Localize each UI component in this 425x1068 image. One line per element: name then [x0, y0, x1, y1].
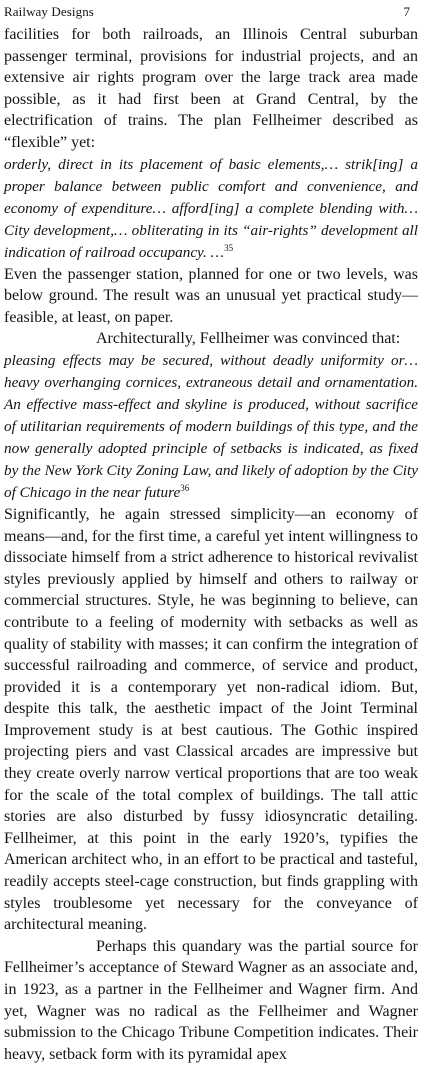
quote-text: pleasing effects may be secured, without deadly uniformity or… heavy overhanging cornices, extraneous detail and ornamentation. An effective mass-effect and skyline is produced, without sacrifice of utilitarian requirements of modern buildings of this type, and the now generally adopted principle of setbacks is indicated, as fixed by the New York City Zoning Law, and likely of adoption by the City of Chicago in the near future — [4, 351, 418, 501]
running-head-title: Railway Designs — [4, 4, 94, 19]
paragraph: facilities for both railroads, an Illinois Central suburban passenger terminal, provisions for industrial projects, and an extensive air rights program over the large track area made possible, as it had first been at Grand Central, by the electrification of trains. The plan Fellheimer described as “flexible” yet: — [4, 26, 418, 151]
footnote-ref: 35 — [224, 242, 234, 253]
paragraph: Even the passenger station, planned for one or two levels, was below ground. The result was an unusual yet practical study—feasible, at least, on paper. — [4, 265, 418, 326]
paragraph: Architecturally, Fellheimer was convinced that: — [96, 330, 401, 348]
paragraph: Perhaps this quandary was the partial source for Fellheimer’s acceptance of Steward Wagner as an associate and, in 1923, as a partner in the Fellheimer and Wagner firm. And yet, Wagner was no radical as the Fellheimer and Wagner submission to the Chicago Tribune Competition indicates. Their heavy, setback form with its pyramidal apex — [4, 937, 418, 1063]
paragraph: Significantly, he again stressed simplicity—an economy of means—and, for the first time, a careful yet intent willingness to dissociate himself from a strict adherence to historical revivalist styles previously applied by himself and others to railway or commercial structures. Style, he was beginning to believe, can contribute to a feeling of modernity with setbacks as well as quality of stability with masses; it can confirm the integration of successful railroading and commerce, of service and product, provided it is a contemporary yet non-radical idiom. But, despite this talk, the aesthetic impact of the Joint Terminal Improvement study is at best cautious. The Gothic inspired projecting piers and vast Classical arcades are impressive but they create overly narrow vertical proportions that are too weak for the scale of the total complex of buildings. The tall attic stories are also disturbed by fussy idiosyncratic detailing. Fellheimer, at this point in the early 1920’s, typifies the American architect who, in an effort to be practical and tasteful, readily accepts steel-cage construction, but finds grappling with styles troublesome yet necessary for the conveyance of architectural meaning. — [4, 505, 418, 934]
body-text — [4, 24, 418, 1065]
quote-text: orderly, direct in its placement of basic elements,… strik[ing] a proper balance between public comfort and convenience, and economy of expenditure… afford[ing] a complete blending with… City development,… obliterating in its “air-rights” development all indication of railroad occupancy. … — [4, 155, 418, 261]
block-quote — [4, 154, 418, 264]
running-head — [4, 4, 418, 20]
footnote-ref: 36 — [180, 482, 190, 493]
block-quote — [4, 350, 418, 504]
book-page — [4, 4, 418, 1065]
page-number: 7 — [403, 4, 410, 19]
